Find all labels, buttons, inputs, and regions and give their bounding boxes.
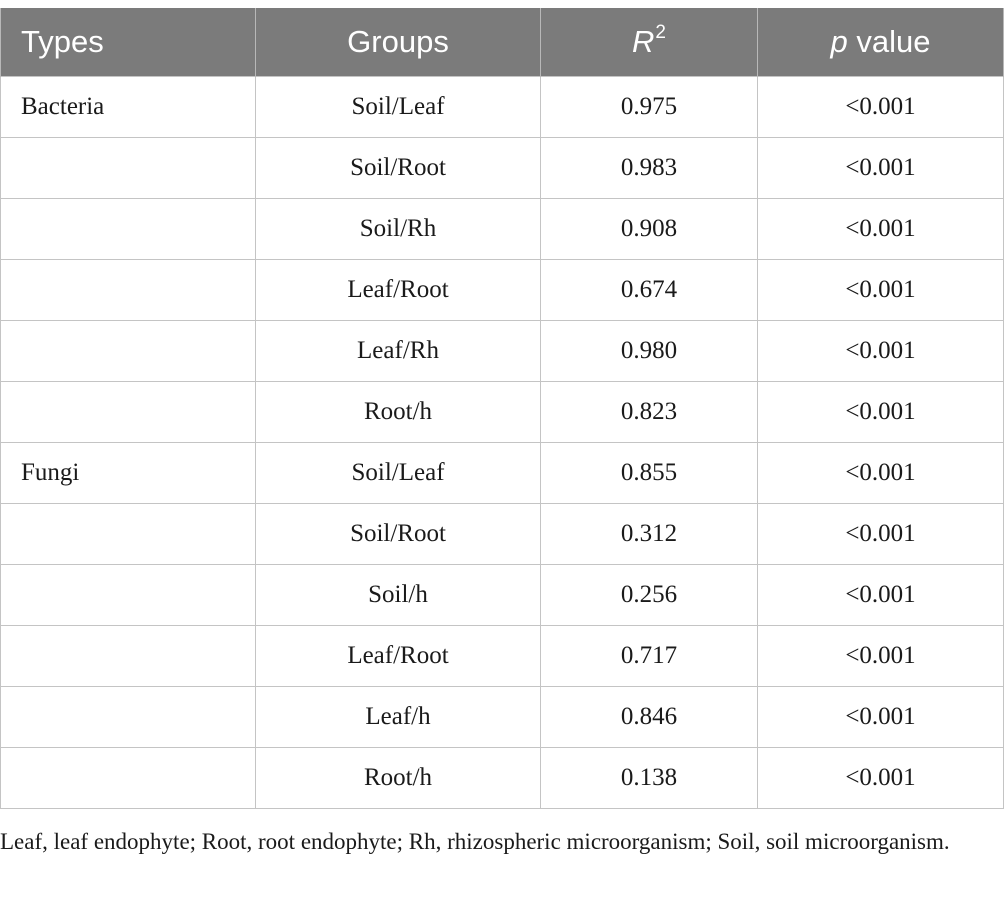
cell-p-value: <0.001 [758,199,1004,260]
cell-type [1,687,256,748]
cell-r-squared: 0.983 [541,138,758,199]
cell-p-value: <0.001 [758,77,1004,138]
cell-group: Leaf/Rh [256,321,541,382]
header-r-squared-superscript: 2 [655,22,666,43]
cell-group: Leaf/Root [256,260,541,321]
cell-r-squared: 0.138 [541,748,758,809]
table-header-row [1,8,1004,77]
table-row [1,504,1004,565]
header-p-italic: p [830,24,848,59]
cell-p-value: <0.001 [758,687,1004,748]
header-p-value [758,8,1004,77]
cell-p-value: <0.001 [758,626,1004,687]
cell-group: Root/h [256,382,541,443]
cell-p-value: <0.001 [758,321,1004,382]
cell-type [1,504,256,565]
cell-p-value: <0.001 [758,382,1004,443]
table-row [1,687,1004,748]
cell-group: Soil/Root [256,138,541,199]
cell-type: Fungi [1,443,256,504]
table-row [1,138,1004,199]
cell-group: Root/h [256,748,541,809]
cell-group: Leaf/h [256,687,541,748]
cell-type [1,748,256,809]
header-r-squared-base: R [632,24,655,59]
cell-group: Soil/Root [256,504,541,565]
cell-p-value: <0.001 [758,443,1004,504]
table-row [1,199,1004,260]
header-p-rest: value [847,24,931,59]
cell-r-squared: 0.846 [541,687,758,748]
cell-r-squared: 0.674 [541,260,758,321]
header-types: Types [1,8,256,77]
cell-p-value: <0.001 [758,260,1004,321]
cell-r-squared: 0.980 [541,321,758,382]
header-groups: Groups [256,8,541,77]
cell-type [1,199,256,260]
cell-group: Soil/Rh [256,199,541,260]
cell-p-value: <0.001 [758,504,1004,565]
results-table [0,8,1004,809]
table-row [1,382,1004,443]
cell-type [1,260,256,321]
cell-r-squared: 0.312 [541,504,758,565]
cell-group: Leaf/Root [256,626,541,687]
table-footnote: Leaf, leaf endophyte; Root, root endophyte; Rh, rhizospheric microorganism; Soil, soil microorganism. [0,829,950,854]
cell-p-value: <0.001 [758,748,1004,809]
cell-r-squared: 0.855 [541,443,758,504]
cell-r-squared: 0.256 [541,565,758,626]
table-row [1,260,1004,321]
cell-r-squared: 0.717 [541,626,758,687]
results-table-container [0,8,1003,809]
table-row [1,626,1004,687]
cell-type [1,626,256,687]
table-row [1,321,1004,382]
cell-group: Soil/Leaf [256,443,541,504]
cell-type: Bacteria [1,77,256,138]
cell-p-value: <0.001 [758,138,1004,199]
cell-r-squared: 0.908 [541,199,758,260]
cell-type [1,138,256,199]
cell-type [1,565,256,626]
header-r-squared [541,8,758,77]
table-row [1,77,1004,138]
cell-r-squared: 0.823 [541,382,758,443]
table-row [1,443,1004,504]
cell-r-squared: 0.975 [541,77,758,138]
cell-p-value: <0.001 [758,565,1004,626]
cell-group: Soil/Leaf [256,77,541,138]
cell-type [1,382,256,443]
cell-group: Soil/h [256,565,541,626]
cell-type [1,321,256,382]
table-row [1,565,1004,626]
table-row [1,748,1004,809]
